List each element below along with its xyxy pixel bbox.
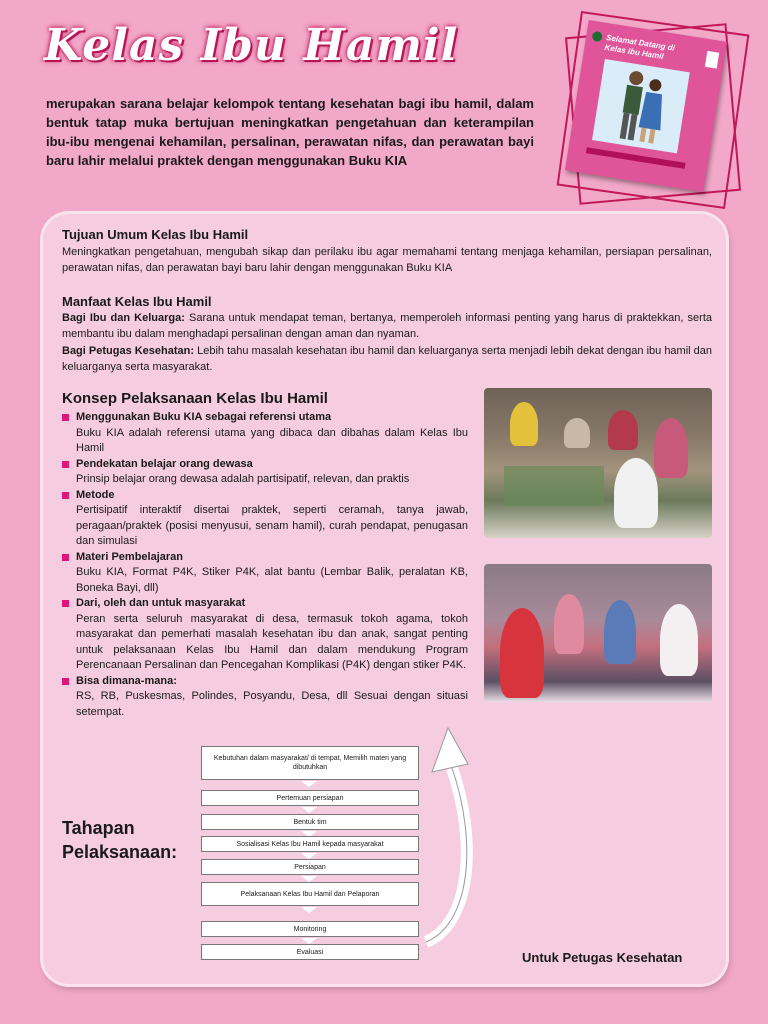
step-box: Persiapan [201, 859, 419, 875]
step-box: Bentuk tim [201, 814, 419, 830]
person-figure [654, 418, 688, 478]
konsep-item-text: RS, RB, Puskesmas, Polindes, Posyandu, Desa, dll Sesuai dengan situasi setempat. [76, 690, 468, 718]
manfaat-item-keluarga [62, 310, 712, 342]
person-figure [554, 594, 584, 654]
down-arrow-icon [301, 907, 317, 913]
konsep-list [62, 410, 468, 720]
person-figure [660, 604, 698, 676]
person-figure [564, 418, 590, 448]
konsep-item-text: Buku KIA, Format P4K, Stiker P4K, alat bantu (Lembar Balik, peralatan KB, Boneka Bayi, dll) [76, 566, 468, 594]
couple-illustration [592, 59, 690, 153]
bullet-icon [62, 414, 69, 421]
tahapan-heading-line: Pelaksanaan: [62, 842, 178, 862]
list-item [62, 410, 468, 457]
konsep-item-text: Buku KIA adalah referensi utama yang dibaca dan dibahas dalam Kelas Ibu Hamil [76, 426, 468, 454]
manfaat-label: Bagi Petugas Kesehatan: [62, 345, 195, 357]
step-box: Pelaksanaan Kelas Ibu Hamil dan Pelaporan [201, 882, 419, 906]
tujuan-heading: Tujuan Umum Kelas Ibu Hamil [62, 227, 249, 242]
bullet-icon [62, 600, 69, 607]
class-photo-group [484, 388, 712, 538]
konsep-heading: Konsep Pelaksanaan Kelas Ibu Hamil [62, 390, 328, 407]
down-arrow-icon [301, 807, 317, 813]
tahapan-heading-line: Tahapan [62, 818, 135, 838]
tujuan-text: Meningkatkan pengetahuan, mengubah sikap dan perilaku ibu agar memahami tentang menjaga kehamilan, persiapan persalinan, perawatan nifas, dan perawatan bayi baru lahir dengan menggunakan Buku KIA [62, 246, 712, 274]
step-box: Kebutuhan dalam masyarakat/ di tempat, Memilih materi yang dibutuhkan [201, 746, 419, 780]
list-item [62, 596, 468, 674]
page-title: Kelas Ibu Hamil [44, 20, 459, 71]
bullet-icon [62, 678, 69, 685]
manfaat-item-petugas [62, 343, 712, 375]
cycle-arrow-icon [420, 724, 480, 964]
bullet-icon [62, 554, 69, 561]
list-item [62, 674, 468, 721]
konsep-item-title: Metode [76, 488, 115, 501]
manfaat-desc: Sarana untuk mendapat teman, bertanya, memperoleh informasi penting yang harus di praktekkan, serta membantu ibu dalam menghadapi persalinan dengan aman dan nyaman. [62, 312, 712, 340]
konsep-item-text: Prinsip belajar orang dewasa adalah partisipatif, relevan, dan praktis [76, 473, 410, 485]
intro-text: merupakan sarana belajar kelompok tentang kesehatan bagi ibu hamil, dalam bentuk tatap muka bertujuan meningkatkan pengetahuan dan keterampilan ibu-ibu mengenai kehamilan, persalinan, perawatan nifas, dan perawatan bayi baru lahir melalui praktek dengan menggunakan Buku KIA [46, 96, 534, 168]
floor-mat [504, 466, 604, 506]
footer-label: Untuk Petugas Kesehatan [522, 950, 683, 965]
konsep-item-text: Pertisipatif interaktif disertai praktek, seperti ceramah, tanya jawab, peragaan/praktek (posisi menyusui, senam hamil), curah pendapat, penugasan dan simulasi [76, 504, 468, 547]
step-box: Sosialisasi Kelas Ibu Hamil kepada masyarakat [201, 836, 419, 852]
tahapan-heading [62, 816, 177, 864]
konsep-item-title: Materi Pembelajaran [76, 550, 183, 563]
list-item [62, 488, 468, 550]
bullet-icon [62, 461, 69, 468]
step-box: Evaluasi [201, 944, 419, 960]
person-figure [510, 402, 538, 446]
manfaat-label: Bagi Ibu dan Keluarga: [62, 312, 185, 324]
book-tag [705, 51, 719, 69]
list-item [62, 457, 468, 488]
list-item [62, 550, 468, 597]
person-figure [608, 410, 638, 450]
konsep-item-title: Pendekatan belajar orang dewasa [76, 457, 253, 470]
person-figure [614, 458, 658, 528]
exercise-photo [484, 564, 712, 702]
konsep-item-title: Menggunakan Buku KIA sebagai referensi utama [76, 411, 332, 423]
person-figure [500, 608, 544, 698]
konsep-item-title: Bisa dimana-mana: [76, 674, 177, 687]
manfaat-heading: Manfaat Kelas Ibu Hamil [62, 294, 212, 309]
bullet-icon [62, 492, 69, 499]
buku-kia-cover-image [565, 20, 727, 192]
logo-icon [592, 31, 603, 42]
konsep-item-title: Dari, oleh dan untuk masyarakat [76, 597, 246, 609]
step-box: Monitoring [201, 921, 419, 937]
book-title: Selamat Datang di Kelas Ibu Hamil [603, 32, 676, 62]
step-box: Pertemuan persiapan [201, 790, 419, 806]
down-arrow-icon [301, 781, 317, 787]
manfaat-desc: Lebih tahu masalah kesehatan ibu hamil dan keluarganya serta menjadi lebih dekat dengan ibu hamil dan keluarganya serta masyarakat. [62, 345, 713, 373]
konsep-item-text: Peran serta seluruh masyarakat di desa, termasuk tokoh agama, tokoh masyarakat dan pemerhati masalah kesehatan ibu dan anak, sangat penting untuk pelaksanaan Kelas Ibu Hamil dan dalam mendukung Program Perencanaan Persalinan dan Pencegahan Komplikasi (P4K) dengan stiker P4K. [76, 612, 468, 671]
person-figure [604, 600, 636, 664]
